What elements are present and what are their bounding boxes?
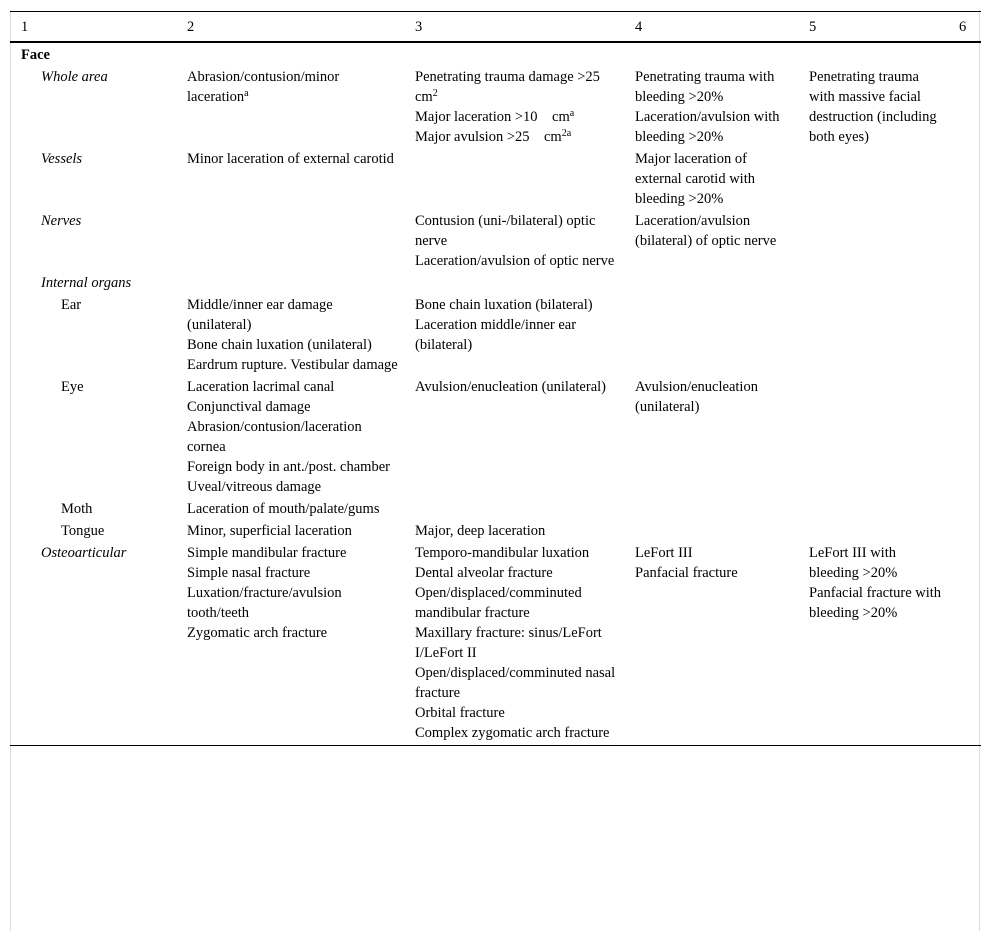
header-col-2: 2 <box>187 18 195 35</box>
cell-c3 <box>404 499 624 521</box>
cell-entry: Temporo-mandibular luxation <box>415 545 590 561</box>
cell-c3 <box>404 211 624 273</box>
cell-entry: Uveal/vitreous damage <box>187 479 322 495</box>
row-label: Tongue <box>61 523 105 539</box>
cell-c4 <box>624 543 798 746</box>
cell-entry: Dental alveolar fracture <box>415 565 553 581</box>
footnote-marker: 2 <box>432 88 438 99</box>
cell-c2 <box>176 295 404 377</box>
cell-entry: Conjunctival damage <box>187 399 311 415</box>
row-label: Vessels <box>41 151 83 167</box>
row-label: Moth <box>61 501 93 517</box>
cell-c2 <box>176 273 404 295</box>
table-row <box>10 521 981 543</box>
section-row <box>10 42 981 67</box>
cell-entry: Major, deep laceration <box>415 523 546 539</box>
header-col-6: 6 <box>959 18 967 35</box>
cell-c5 <box>798 149 948 211</box>
cell-entry: Penetrating trauma with massive facial destruction (including both eyes) <box>809 69 937 145</box>
cell-c6 <box>948 149 981 211</box>
cell-c4 <box>624 273 798 295</box>
cell-c2 <box>176 543 404 746</box>
footnote-marker: 2a <box>561 128 572 139</box>
header-col-4: 4 <box>635 18 643 35</box>
cell-entry: Laceration/avulsion (bilateral) of optic nerve <box>635 213 777 249</box>
cell-c6 <box>948 273 981 295</box>
cell-entry: Penetrating trauma damage >25 $cm^2$ <box>415 69 615 105</box>
cell-entry: Abrasion/contusion/minor laceration$^a$ <box>187 69 340 105</box>
row-label: Ear <box>61 297 82 313</box>
cell-c2 <box>176 149 404 211</box>
cell-c5 <box>798 499 948 521</box>
table-row <box>10 377 981 499</box>
cell-c3 <box>404 67 624 149</box>
cell-entry: Minor laceration of external carotid <box>187 151 394 167</box>
cell-entry: Minor, superficial laceration <box>187 523 352 539</box>
header-col-5: 5 <box>809 18 817 35</box>
cell-entry: Penetrating trauma with bleeding >20% <box>635 69 775 105</box>
cell-c6 <box>948 543 981 746</box>
cell-entry: Major avulsion >25 $cm^{2a}$ <box>415 128 572 145</box>
cell-c2 <box>176 499 404 521</box>
table-row <box>10 211 981 273</box>
cell-entry: Complex zygomatic arch fracture <box>415 725 610 741</box>
cell-entry: Laceration lacrimal canal <box>187 379 335 395</box>
cell-entry: LeFort III <box>635 545 693 561</box>
cell-c4 <box>624 377 798 499</box>
cell-entry: Major laceration of external carotid with bleeding >20% <box>635 151 755 207</box>
table-row <box>10 543 981 746</box>
cell-entry: Eardrum rupture. Vestibular damage <box>187 357 398 373</box>
cell-c2 <box>176 377 404 499</box>
cell-c3 <box>404 543 624 746</box>
cell-c2 <box>176 67 404 149</box>
cell-c6 <box>948 499 981 521</box>
cell-entry: Major laceration >10 $cm^a$ <box>415 108 575 125</box>
cell-c6 <box>948 521 981 543</box>
cell-entry: Foreign body in ant./post. chamber <box>187 459 390 475</box>
cell-c4 <box>624 295 798 377</box>
cell-entry: Zygomatic arch fracture <box>187 625 328 641</box>
row-label: Eye <box>61 379 84 395</box>
cell-c4 <box>624 67 798 149</box>
cell-c4 <box>624 149 798 211</box>
header-col-3: 3 <box>415 18 423 35</box>
cell-entry: Simple nasal fracture <box>187 565 311 581</box>
cell-entry: Abrasion/contusion/laceration cornea <box>187 419 362 455</box>
table-body <box>10 42 981 746</box>
cell-c3 <box>404 377 624 499</box>
cell-entry: Luxation/fracture/avulsion tooth/teeth <box>187 585 342 621</box>
injury-severity-table <box>10 11 981 746</box>
cell-c6 <box>948 211 981 273</box>
cell-c3 <box>404 149 624 211</box>
row-label: Nerves <box>41 213 82 229</box>
cell-c2 <box>176 521 404 543</box>
header-col-1: 1 <box>21 18 29 35</box>
row-label: Whole area <box>41 69 108 85</box>
cell-c6 <box>948 295 981 377</box>
row-label: Osteoarticular <box>41 545 127 561</box>
cell-entry: Maxillary fracture: sinus/LeFort I/LeFort II <box>415 625 602 661</box>
cell-c4 <box>624 499 798 521</box>
cell-c5 <box>798 543 948 746</box>
cell-entry: Panfacial fracture <box>635 565 738 581</box>
cell-c6 <box>948 377 981 499</box>
cell-entry: Simple mandibular fracture <box>187 545 347 561</box>
table-row <box>10 67 981 149</box>
cell-c5 <box>798 521 948 543</box>
cell-entry: Open/displaced/comminuted nasal fracture <box>415 665 616 701</box>
cell-c4 <box>624 521 798 543</box>
footnote-marker: a <box>244 88 249 99</box>
cell-entry: Panfacial fracture with bleeding >20% <box>809 585 942 621</box>
cell-c5 <box>798 273 948 295</box>
cell-c5 <box>798 295 948 377</box>
cell-entry: Avulsion/enucleation (unilateral) <box>415 379 606 395</box>
header-row <box>10 12 981 43</box>
cell-entry: Laceration/avulsion with bleeding >20% <box>635 109 780 145</box>
cell-c3 <box>404 273 624 295</box>
row-label: Internal organs <box>41 275 132 291</box>
cell-entry: Laceration of mouth/palate/gums <box>187 501 380 517</box>
cell-entry: Laceration middle/inner ear (bilateral) <box>415 317 577 353</box>
cell-c4 <box>624 211 798 273</box>
table-header <box>10 12 981 43</box>
table-row <box>10 499 981 521</box>
cell-entry: Avulsion/enucleation (unilateral) <box>635 379 758 415</box>
footnote-marker: a <box>569 108 575 119</box>
cell-entry: LeFort III with bleeding >20% <box>809 545 898 581</box>
cell-c3 <box>404 295 624 377</box>
cell-entry: Open/displaced/comminuted mandibular fracture <box>415 585 582 621</box>
table-row <box>10 149 981 211</box>
cell-entry: Middle/inner ear damage (unilateral) <box>187 297 333 333</box>
section-title: Face <box>21 47 50 63</box>
cell-entry: Contusion (uni-/bilateral) optic nerve <box>415 213 596 249</box>
cell-c5 <box>798 211 948 273</box>
cell-entry: Orbital fracture <box>415 705 505 721</box>
cell-entry: Laceration/avulsion of optic nerve <box>415 253 615 269</box>
cell-entry: Bone chain luxation (unilateral) <box>187 337 372 353</box>
cell-c5 <box>798 67 948 149</box>
cell-c6 <box>948 67 981 149</box>
cell-entry: Bone chain luxation (bilateral) <box>415 297 593 313</box>
cell-c3 <box>404 521 624 543</box>
table-row <box>10 273 981 295</box>
table-row <box>10 295 981 377</box>
cell-c5 <box>798 377 948 499</box>
cell-c2 <box>176 211 404 273</box>
